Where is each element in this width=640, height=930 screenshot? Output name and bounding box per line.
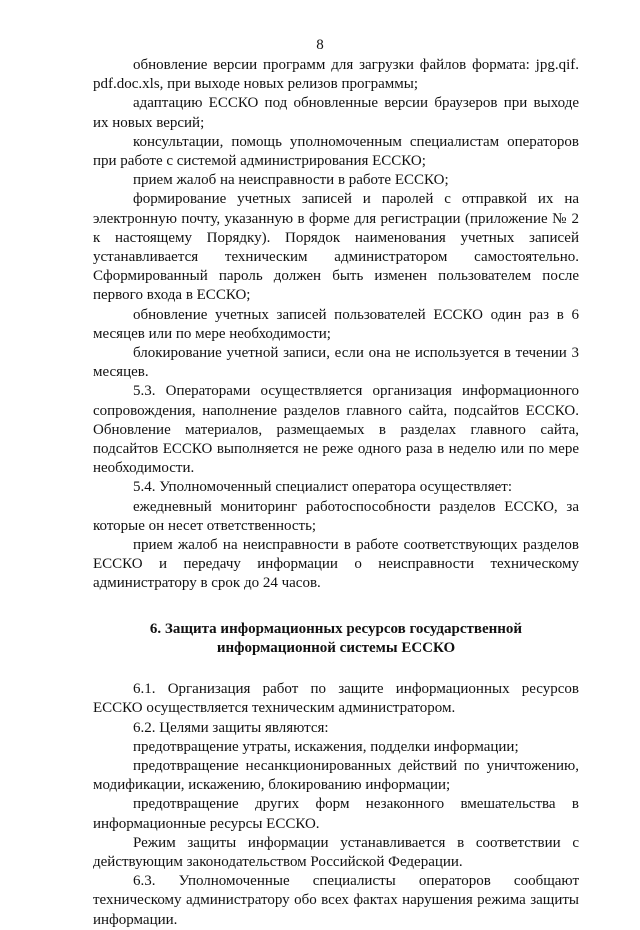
paragraph: консультации, помощь уполномоченным специалистам операторов при работе с системой администрирования ЕССКО;	[93, 133, 579, 170]
paragraph: ежедневный мониторинг работоспособности разделов ЕССКО, за которые он несет ответственность;	[93, 498, 579, 534]
paragraph: 5.4. Уполномоченный специалист оператора осуществляет:	[133, 479, 512, 496]
paragraph: 6.2. Целями защиты являются:	[133, 719, 329, 736]
paragraph: предотвращение других форм незаконного вмешательства в информационные ресурсы ЕССКО.	[93, 796, 579, 832]
paragraph: обновление учетных записей пользователей ЕССКО один раз в 6 месяцев или по мере необходимости;	[93, 306, 579, 342]
page-number: 8	[316, 37, 324, 53]
paragraph: формирование учетных записей и паролей с отправкой их на электронную почту, указанную в форме для регистрации (приложение № 2 к настоящему Порядку). Порядок наименования учетных записей устанавливается техническим администратором самостоятельно. Сформированный пароль должен быть изменен пользователем после первого входа в ЕССКО;	[93, 191, 579, 304]
paragraph: 6.1. Организация работ по защите информационных ресурсов ЕССКО осуществляется техническим администратором.	[93, 681, 579, 717]
paragraph: 6.3. Уполномоченные специалисты операторов сообщают техническому администратору обо всех фактах нарушения режима защиты информации.	[93, 873, 579, 928]
paragraph: блокирование учетной записи, если она не используется в течении 3 месяцев.	[93, 345, 579, 381]
paragraph: прием жалоб на неисправности в работе соответствующих разделов ЕССКО и передачу информации о неисправности техническому администратору в срок до 24 часов.	[93, 537, 579, 592]
paragraph: обновление версии программ для загрузки файлов формата: jpg.qif. pdf.doc.xls, при выходе новых релизов программы;	[93, 57, 579, 93]
document-body	[93, 56, 579, 930]
paragraph: адаптацию ЕССКО под обновленные версии браузеров при выходе их новых версий;	[93, 95, 579, 131]
paragraph: 5.3. Операторами осуществляется организация информационного сопровождения, наполнение разделов главного сайта, подсайтов ЕССКО. Обновление материалов, размещаемых в разделах главного сайта, подсайтов ЕССКО выполняется не реже одного раза в неделю или по мере необходимости.	[93, 383, 579, 477]
paragraph: Режим защиты информации устанавливается в соответствии с действующим законодательством Российской Федерации.	[93, 834, 579, 870]
paragraph: предотвращение несанкционированных действий по уничтожению, модификации, искажению, блокированию информации;	[93, 757, 579, 794]
paragraph: прием жалоб на неисправности в работе ЕССКО;	[133, 172, 449, 189]
paragraph: предотвращение утраты, искажения, подделки информации;	[133, 738, 519, 755]
section-heading: 6. Защита информационных ресурсов государственной информационной системы ЕССКО	[149, 620, 523, 656]
